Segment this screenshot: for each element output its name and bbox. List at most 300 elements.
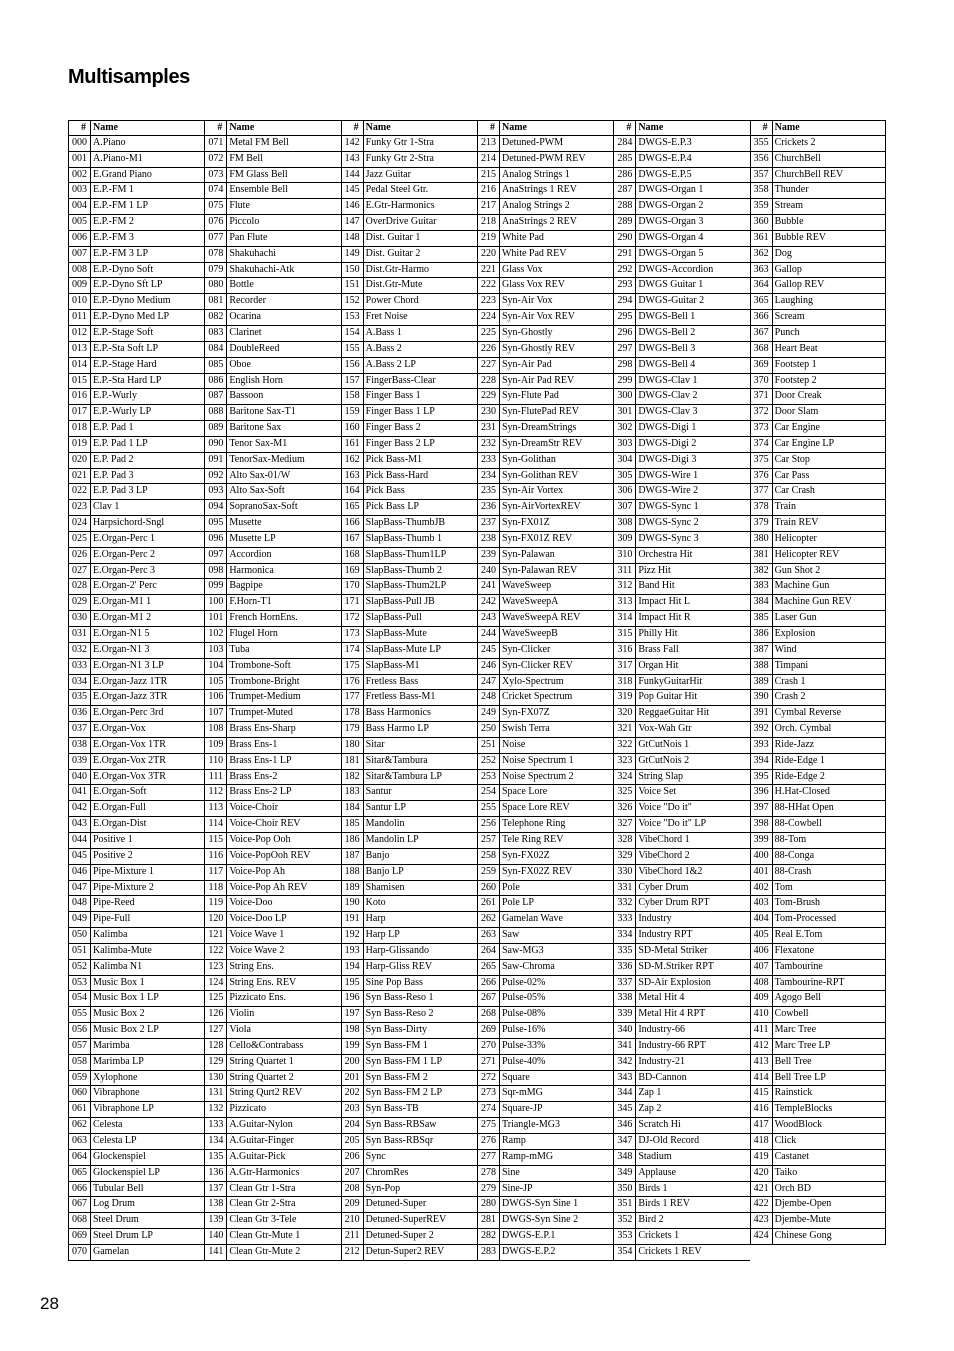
table-row: [613, 960, 749, 976]
multisample-name: E.Organ-Vox 1TR: [93, 738, 166, 750]
table-row: [204, 484, 340, 500]
multisample-name: Harpsichord-Sngl: [93, 517, 165, 529]
multisample-name: Baritone Sax: [229, 422, 282, 434]
multisample-name: Chinese Gong: [773, 1229, 886, 1244]
multisample-name: E.Organ-Soft: [93, 786, 147, 798]
multisample-name: Kalimba: [93, 929, 128, 941]
table-row: [68, 611, 204, 627]
table-row: [477, 437, 613, 453]
multisample-name: Crickets 1 REV: [638, 1245, 702, 1257]
table-row: [204, 183, 340, 199]
multisample-number: 335: [613, 944, 636, 959]
multisample-name: Agogo Bell: [773, 991, 886, 1006]
multisample-number: 062: [68, 1118, 91, 1133]
table-row: [341, 247, 477, 263]
multisample-name: Finger Bass 1 LP: [365, 406, 435, 418]
table-row: [204, 675, 340, 691]
multisample-number: 138: [204, 1197, 227, 1212]
multisample-number: 074: [204, 183, 227, 198]
table-column: [477, 120, 613, 1261]
multisample-number: 412: [750, 1039, 773, 1054]
multisample-number: 285: [613, 152, 636, 167]
table-row: [750, 437, 886, 453]
multisample-number: 004: [68, 199, 91, 214]
multisample-number: 009: [68, 278, 91, 293]
table-row: [341, 358, 477, 374]
multisample-number: 000: [68, 136, 91, 151]
multisample-name: Wind: [773, 643, 886, 658]
header-number: #: [204, 121, 227, 135]
multisample-name: Sitar&Tambura: [365, 754, 428, 766]
multisample-number: 212: [341, 1245, 364, 1260]
multisample-name: Triangle-MG3: [501, 1119, 560, 1131]
table-row: [68, 754, 204, 770]
table-row: [68, 833, 204, 849]
multisample-number: 063: [68, 1134, 91, 1149]
multisample-number: 061: [68, 1102, 91, 1117]
multisample-number: 407: [750, 960, 773, 975]
table-row: [68, 1229, 204, 1245]
multisample-name: Positive 2: [93, 849, 133, 861]
table-row: [204, 199, 340, 215]
multisample-name: DWGS-Syn Sine 2: [501, 1214, 579, 1226]
table-row: [68, 374, 204, 390]
multisample-name: Jazz Guitar: [365, 168, 411, 180]
multisample-name: Syn-Ghostly: [501, 326, 553, 338]
table-row: [341, 817, 477, 833]
table-row: [477, 152, 613, 168]
table-row: [341, 231, 477, 247]
multisample-number: 203: [341, 1102, 364, 1117]
table-row: [477, 247, 613, 263]
multisample-name: Syn-Golithan REV: [501, 469, 579, 481]
multisample-name: Zap 1: [638, 1087, 662, 1099]
multisample-number: 207: [341, 1166, 364, 1181]
table-row: [613, 944, 749, 960]
multisample-name: Finger Bass 2: [365, 422, 421, 434]
table-row: [68, 881, 204, 897]
multisample-number: 338: [613, 991, 636, 1006]
multisample-name: E.P.-Sta Soft LP: [93, 342, 159, 354]
multisample-number: 314: [613, 611, 636, 626]
multisample-name: Tom-Brush: [773, 896, 886, 911]
multisample-name: E.P.-Stage Soft: [93, 326, 154, 338]
multisample-name: Steel Drum LP: [93, 1230, 153, 1242]
multisample-number: 400: [750, 849, 773, 864]
multisample-number: 339: [613, 1007, 636, 1022]
table-row: [341, 469, 477, 485]
multisample-name: Laser Gun: [773, 611, 886, 626]
multisample-name: SlapBass-Pull JB: [365, 596, 435, 608]
multisample-name: Dist.Gtr-Harmo: [365, 263, 430, 275]
table-row: [68, 342, 204, 358]
table-row: [68, 1213, 204, 1229]
multisample-number: 304: [613, 453, 636, 468]
multisample-name: Pulse-05%: [501, 992, 546, 1004]
multisample-name: Mandolin LP: [365, 833, 419, 845]
multisample-number: 093: [204, 484, 227, 499]
multisample-number: 160: [341, 421, 364, 436]
table-row: [204, 1229, 340, 1245]
multisample-number: 295: [613, 310, 636, 325]
multisample-name: E.Organ-Vox 3TR: [93, 770, 166, 782]
multisample-name: ChurchBell REV: [773, 168, 886, 183]
table-row: [613, 168, 749, 184]
table-row: [477, 849, 613, 865]
multisample-name: DWGS-Sync 3: [638, 532, 699, 544]
table-row: [613, 1245, 749, 1261]
multisample-number: 371: [750, 389, 773, 404]
multisample-number: 054: [68, 991, 91, 1006]
multisample-number: 012: [68, 326, 91, 341]
multisample-number: 332: [613, 896, 636, 911]
multisample-number: 209: [341, 1197, 364, 1212]
multisample-name: Syn-FX07Z: [501, 707, 550, 719]
table-row: [341, 833, 477, 849]
table-row: [341, 595, 477, 611]
table-row: [613, 722, 749, 738]
table-row: [613, 675, 749, 691]
multisample-name: DWGS-Clav 3: [638, 406, 698, 418]
multisample-name: Funky Gtr 1-Stra: [365, 136, 434, 148]
multisample-number: 097: [204, 548, 227, 563]
multisample-name: Analog Strings 1: [501, 168, 570, 180]
table-row: [750, 881, 886, 897]
table-row: [613, 785, 749, 801]
multisample-number: 241: [477, 579, 500, 594]
table-row: [204, 1071, 340, 1087]
multisample-name: String Slap: [638, 770, 684, 782]
multisample-name: A.Bass 2: [365, 342, 402, 354]
table-row: [341, 896, 477, 912]
table-row: [613, 738, 749, 754]
multisample-number: 018: [68, 421, 91, 436]
multisample-number: 376: [750, 469, 773, 484]
table-row: [613, 1150, 749, 1166]
table-row: [750, 865, 886, 881]
table-row: [750, 453, 886, 469]
table-row: [204, 738, 340, 754]
multisample-number: 398: [750, 817, 773, 832]
multisample-name: Glockenspiel: [93, 1150, 146, 1162]
table-row: [341, 881, 477, 897]
table-row: [341, 801, 477, 817]
multisample-number: 086: [204, 374, 227, 389]
multisample-name: AnaStrings 1 REV: [501, 184, 577, 196]
multisample-name: Punch: [773, 326, 886, 341]
table-row: [204, 263, 340, 279]
multisample-name: SlapBass-ThumbJB: [365, 517, 446, 529]
multisample-number: 239: [477, 548, 500, 563]
multisample-number: 032: [68, 643, 91, 658]
multisample-number: 237: [477, 516, 500, 531]
multisample-name: Crash 2: [773, 690, 886, 705]
multisample-number: 274: [477, 1102, 500, 1117]
table-row: [204, 659, 340, 675]
table-row: [613, 1023, 749, 1039]
table-row: [477, 215, 613, 231]
table-row: [68, 358, 204, 374]
table-row: [750, 1039, 886, 1055]
multisample-name: Sine: [501, 1166, 520, 1178]
multisample-name: Santur: [365, 786, 392, 798]
multisample-name: DWGS-Organ 4: [638, 231, 704, 243]
multisample-number: 090: [204, 437, 227, 452]
multisample-number: 133: [204, 1118, 227, 1133]
multisample-number: 345: [613, 1102, 636, 1117]
table-row: [613, 817, 749, 833]
table-row: [750, 944, 886, 960]
table-column: [68, 120, 204, 1261]
multisample-name: OverDrive Guitar: [365, 216, 437, 228]
table-row: [613, 643, 749, 659]
table-row: [750, 548, 886, 564]
multisample-number: 188: [341, 865, 364, 880]
multisample-number: 073: [204, 168, 227, 183]
table-row: [341, 405, 477, 421]
table-row: [477, 738, 613, 754]
multisample-name: SlapBass-Thum1LP: [365, 548, 447, 560]
multisample-number: 168: [341, 548, 364, 563]
multisample-number: 128: [204, 1039, 227, 1054]
table-row: [341, 1007, 477, 1023]
table-row: [750, 500, 886, 516]
table-row: [613, 770, 749, 786]
table-row: [750, 1150, 886, 1166]
multisample-number: 402: [750, 881, 773, 896]
table-row: [68, 912, 204, 928]
multisample-number: 020: [68, 453, 91, 468]
multisample-name: Shakuhachi-Atk: [229, 263, 295, 275]
table-row: [613, 706, 749, 722]
multisample-name: Syn Bass-Reso 2: [365, 1008, 434, 1020]
table-row: [477, 659, 613, 675]
multisample-name: E.Organ-Perc 1: [93, 532, 156, 544]
table-row: [68, 453, 204, 469]
table-row: [341, 310, 477, 326]
table-row: [750, 231, 886, 247]
table-row: [68, 278, 204, 294]
multisample-name: Space Lore REV: [501, 802, 570, 814]
table-row: [477, 1007, 613, 1023]
table-row: [68, 865, 204, 881]
multisample-name: E.Organ-Jazz 1TR: [93, 675, 168, 687]
multisample-name: Train: [773, 500, 886, 515]
multisample-name: Noise Spectrum 2: [501, 770, 574, 782]
multisample-name: E.P.-Wurly LP: [93, 406, 152, 418]
table-row: [204, 865, 340, 881]
header-number: #: [68, 121, 91, 135]
table-row: [341, 976, 477, 992]
multisample-number: 098: [204, 564, 227, 579]
multisample-name: Swish Terra: [501, 723, 550, 735]
table-row: [750, 738, 886, 754]
table-row: [613, 627, 749, 643]
table-row: [477, 278, 613, 294]
table-row: [750, 405, 886, 421]
multisample-number: 075: [204, 199, 227, 214]
multisample-name: Door Creak: [773, 389, 886, 404]
table-row: [341, 706, 477, 722]
multisample-number: 087: [204, 389, 227, 404]
multisample-number: 288: [613, 199, 636, 214]
table-row: [477, 358, 613, 374]
multisample-name: Marc Tree: [773, 1023, 886, 1038]
table-row: [477, 405, 613, 421]
multisample-name: Detuned-Super 2: [365, 1230, 434, 1242]
table-row: [341, 627, 477, 643]
multisample-number: 384: [750, 595, 773, 610]
table-row: [204, 1134, 340, 1150]
table-row: [341, 532, 477, 548]
multisample-number: 163: [341, 469, 364, 484]
multisample-number: 420: [750, 1166, 773, 1181]
multisample-name: E.P.-Dyno Sft LP: [93, 279, 163, 291]
multisample-number: 191: [341, 912, 364, 927]
table-row: [750, 247, 886, 263]
multisample-number: 382: [750, 564, 773, 579]
multisample-number: 221: [477, 263, 500, 278]
multisample-number: 184: [341, 801, 364, 816]
table-row: [477, 1071, 613, 1087]
multisample-name: Saw-Chroma: [501, 960, 555, 972]
multisample-name: DWGS-E.P.4: [638, 152, 692, 164]
table-row: [750, 785, 886, 801]
multisample-number: 139: [204, 1213, 227, 1228]
multisample-name: Mandolin: [365, 818, 405, 830]
multisample-name: Brass Ens-1: [229, 738, 278, 750]
multisample-name: Detuned-SuperREV: [365, 1214, 447, 1226]
table-row: [68, 152, 204, 168]
table-row: [341, 1086, 477, 1102]
table-row: [68, 136, 204, 152]
multisample-name: Piccolo: [229, 216, 260, 228]
multisample-name: Syn Bass-RBSaw: [365, 1119, 437, 1131]
multisample-name: Voice-Pop Ooh: [229, 833, 291, 845]
multisample-name: A.Bass 1: [365, 326, 402, 338]
multisample-number: 014: [68, 358, 91, 373]
multisample-number: 002: [68, 168, 91, 183]
multisample-number: 161: [341, 437, 364, 452]
table-row: [341, 722, 477, 738]
table-row: [750, 1229, 886, 1245]
multisample-name: Saw-MG3: [501, 944, 544, 956]
multisample-number: 096: [204, 532, 227, 547]
multisample-name: Cello&Contrabass: [229, 1039, 304, 1051]
table-row: [750, 516, 886, 532]
multisample-number: 249: [477, 706, 500, 721]
multisample-number: 099: [204, 579, 227, 594]
multisample-number: 011: [68, 310, 91, 325]
multisample-number: 134: [204, 1134, 227, 1149]
table-row: [750, 595, 886, 611]
table-row: [68, 437, 204, 453]
table-row: [750, 722, 886, 738]
table-row: [68, 310, 204, 326]
table-header: [204, 120, 340, 136]
table-row: [341, 199, 477, 215]
multisample-name: Pick Bass LP: [365, 501, 419, 513]
multisample-number: 380: [750, 532, 773, 547]
table-row: [477, 1118, 613, 1134]
multisample-number: 079: [204, 263, 227, 278]
multisample-name: Pizz Hit: [638, 564, 671, 576]
table-row: [204, 310, 340, 326]
multisample-number: 035: [68, 690, 91, 705]
table-row: [68, 1071, 204, 1087]
multisample-name: Sitar: [365, 738, 385, 750]
multisample-number: 386: [750, 627, 773, 642]
table-row: [341, 1229, 477, 1245]
multisample-name: E.P.-Dyno Medium: [93, 295, 171, 307]
multisample-name: DWGS-Sync 2: [638, 517, 699, 529]
multisample-name: Syn-DreamStrings: [501, 422, 577, 434]
table-row: [204, 1245, 340, 1261]
multisample-name: E.Organ-M1 1: [93, 596, 152, 608]
multisample-name: Oboe: [229, 358, 251, 370]
multisample-name: Dist.Gtr-Mute: [365, 279, 423, 291]
multisample-number: 041: [68, 785, 91, 800]
multisample-number: 275: [477, 1118, 500, 1133]
table-row: [613, 263, 749, 279]
table-row: [341, 183, 477, 199]
multisample-number: 131: [204, 1086, 227, 1101]
multisample-name: Impact Hit L: [638, 596, 690, 608]
multisample-name: E.Organ-N1 3 LP: [93, 659, 164, 671]
multisample-number: 029: [68, 595, 91, 610]
table-row: [68, 770, 204, 786]
multisample-name: Brass Ens-Sharp: [229, 723, 296, 735]
multisample-name: Real E.Tom: [773, 928, 886, 943]
multisample-name: Scream: [773, 310, 886, 325]
multisample-name: Bassoon: [229, 390, 264, 402]
multisample-name: Steel Drum: [93, 1214, 139, 1226]
table-row: [613, 754, 749, 770]
multisample-number: 323: [613, 754, 636, 769]
multisample-number: 215: [477, 168, 500, 183]
multisample-number: 259: [477, 865, 500, 880]
table-row: [341, 278, 477, 294]
multisample-number: 185: [341, 817, 364, 832]
multisample-number: 058: [68, 1055, 91, 1070]
multisample-number: 051: [68, 944, 91, 959]
multisample-number: 080: [204, 278, 227, 293]
table-row: [68, 1150, 204, 1166]
multisample-number: 167: [341, 532, 364, 547]
multisample-name: Syn-Clicker REV: [501, 659, 573, 671]
multisample-number: 008: [68, 263, 91, 278]
table-row: [341, 1213, 477, 1229]
table-row: [750, 690, 886, 706]
multisample-name: Pole LP: [501, 897, 534, 909]
multisample-name: Detun-Super2 REV: [365, 1245, 445, 1257]
multisample-number: 225: [477, 326, 500, 341]
table-header: [613, 120, 749, 136]
multisample-number: 102: [204, 627, 227, 642]
table-row: [68, 548, 204, 564]
multisample-number: 036: [68, 706, 91, 721]
multisample-name: Fret Noise: [365, 311, 408, 323]
table-row: [204, 849, 340, 865]
multisample-number: 355: [750, 136, 773, 151]
table-row: [477, 960, 613, 976]
multisample-number: 022: [68, 484, 91, 499]
multisample-name: Trombone-Soft: [229, 659, 291, 671]
multisample-number: 233: [477, 453, 500, 468]
multisample-name: Voice-Doo: [229, 897, 273, 909]
multisample-number: 148: [341, 231, 364, 246]
multisample-name: Xylo-Spectrum: [501, 675, 564, 687]
